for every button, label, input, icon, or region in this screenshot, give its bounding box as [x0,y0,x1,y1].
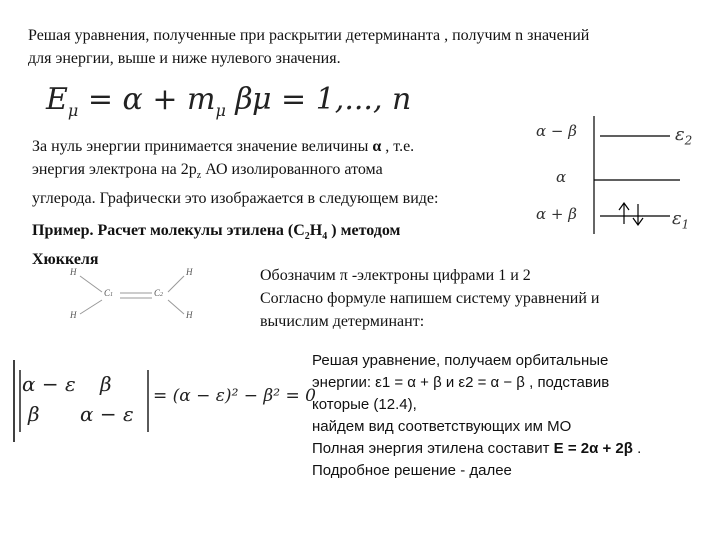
energy-eq: = α + m [87,82,216,117]
atom-c2 [154,288,163,298]
zero-line-3: углерода. Графически это изображается в следующем виде: [32,190,439,208]
energy-formula [46,82,253,120]
zero-line-2-pre: энергия электрона на 2p [32,161,197,178]
notation-line-1: Обозначим π -электроны цифрами 1 и 2 [260,267,531,284]
label-alpha-plus-beta: α + β [536,205,577,223]
result-line-4: найдем вид соответствующих им МО [312,418,572,435]
atom-c1-sub: 1 [110,292,114,298]
example-mid: Н [309,222,323,239]
total-energy: E = 2α + 2β [553,440,633,457]
zero-line-2-sub: z [196,170,202,182]
energy-level-diagram [520,112,710,242]
alpha-bold: α [372,138,382,155]
det-rhs: = (α − ε)² − β² = 0 [153,386,316,406]
atom-c1-symbol: C [104,288,111,298]
energy-sub2: μ [215,101,226,120]
example-line-2: Хюккеля [32,251,99,269]
determinant-equation [8,356,316,446]
example-pre: Пример. Расчет молекулы этилена (С [32,222,305,239]
bond-h-c1-bottom [80,300,102,314]
example-post: ) методом [327,222,401,239]
atom-h-bottom-right: H [186,310,193,320]
example-sub-2: 4 [322,231,328,243]
result-line-2: энергии: ε1 = α + β и ε2 = α − β , подставив [312,374,610,391]
result-line-1: Решая уравнение, получаем орбитальные [312,352,609,369]
example-line-1 [32,219,502,248]
notation-line-3: вычислим детерминант: [260,313,425,330]
eps1-sub: 1 [681,217,690,232]
bond-h-c1-top [80,276,102,292]
energy-symbol: E [46,82,68,117]
atom-h-bottom-left: H [70,310,77,320]
atom-c2-sub: 2 [160,292,164,298]
det-a11: α − ε [22,372,76,396]
energy-sub: μ [67,101,79,120]
zero-line-2-post: АО изолированного атома [201,161,383,178]
result-line-5-post: . [632,440,642,457]
atom-c2-symbol: C [154,288,161,298]
result-text [312,350,712,482]
det-a12: β [100,372,112,396]
result-line-3: которые (12.4), [312,396,417,413]
intro-line-2: для энергии, выше и ниже нулевого значения. [28,50,341,67]
mu-range-formula: μ = 1,..., n [252,82,412,117]
energy-beta: β [235,82,253,117]
result-line-5-pre: Полная энергия этилена составит [312,440,554,457]
result-line-6: Подробное решение - далее [312,462,512,479]
label-alpha-minus-beta: α − β [536,122,577,140]
eps2-sub: 2 [684,133,693,148]
atom-c1 [104,288,113,298]
bond-c2-h-top [168,276,184,292]
det-a22: α − ε [80,402,134,426]
label-eps2 [675,124,692,148]
ethylene-structure [60,262,245,332]
example-sub-1: 2 [304,231,310,243]
zero-line-2 [32,158,522,187]
label-alpha: α [556,168,567,186]
notation-text [260,264,710,333]
eps2-symbol: ε [675,124,685,145]
zero-energy-text [32,135,522,210]
atom-h-top-left: H [70,267,77,277]
zero-line-1-post: , т.е. [381,138,415,155]
ethylene-bonds [60,262,245,332]
zero-line-1-pre: За нуль энергии принимается значение величины [32,138,373,155]
bond-c2-h-bottom [168,300,184,314]
intro-line-1: Решая уравнения, полученные при раскрытии детерминанта , получим n значений [28,27,590,44]
notation-line-2: Согласно формуле напишем систему уравнений и [260,290,600,307]
result-line-5 [312,438,712,460]
det-a21: β [28,402,40,426]
label-eps1 [672,208,689,232]
intro-text [28,24,708,70]
eps1-symbol: ε [672,208,682,229]
atom-h-top-right: H [186,267,193,277]
zero-line-1 [32,135,522,158]
